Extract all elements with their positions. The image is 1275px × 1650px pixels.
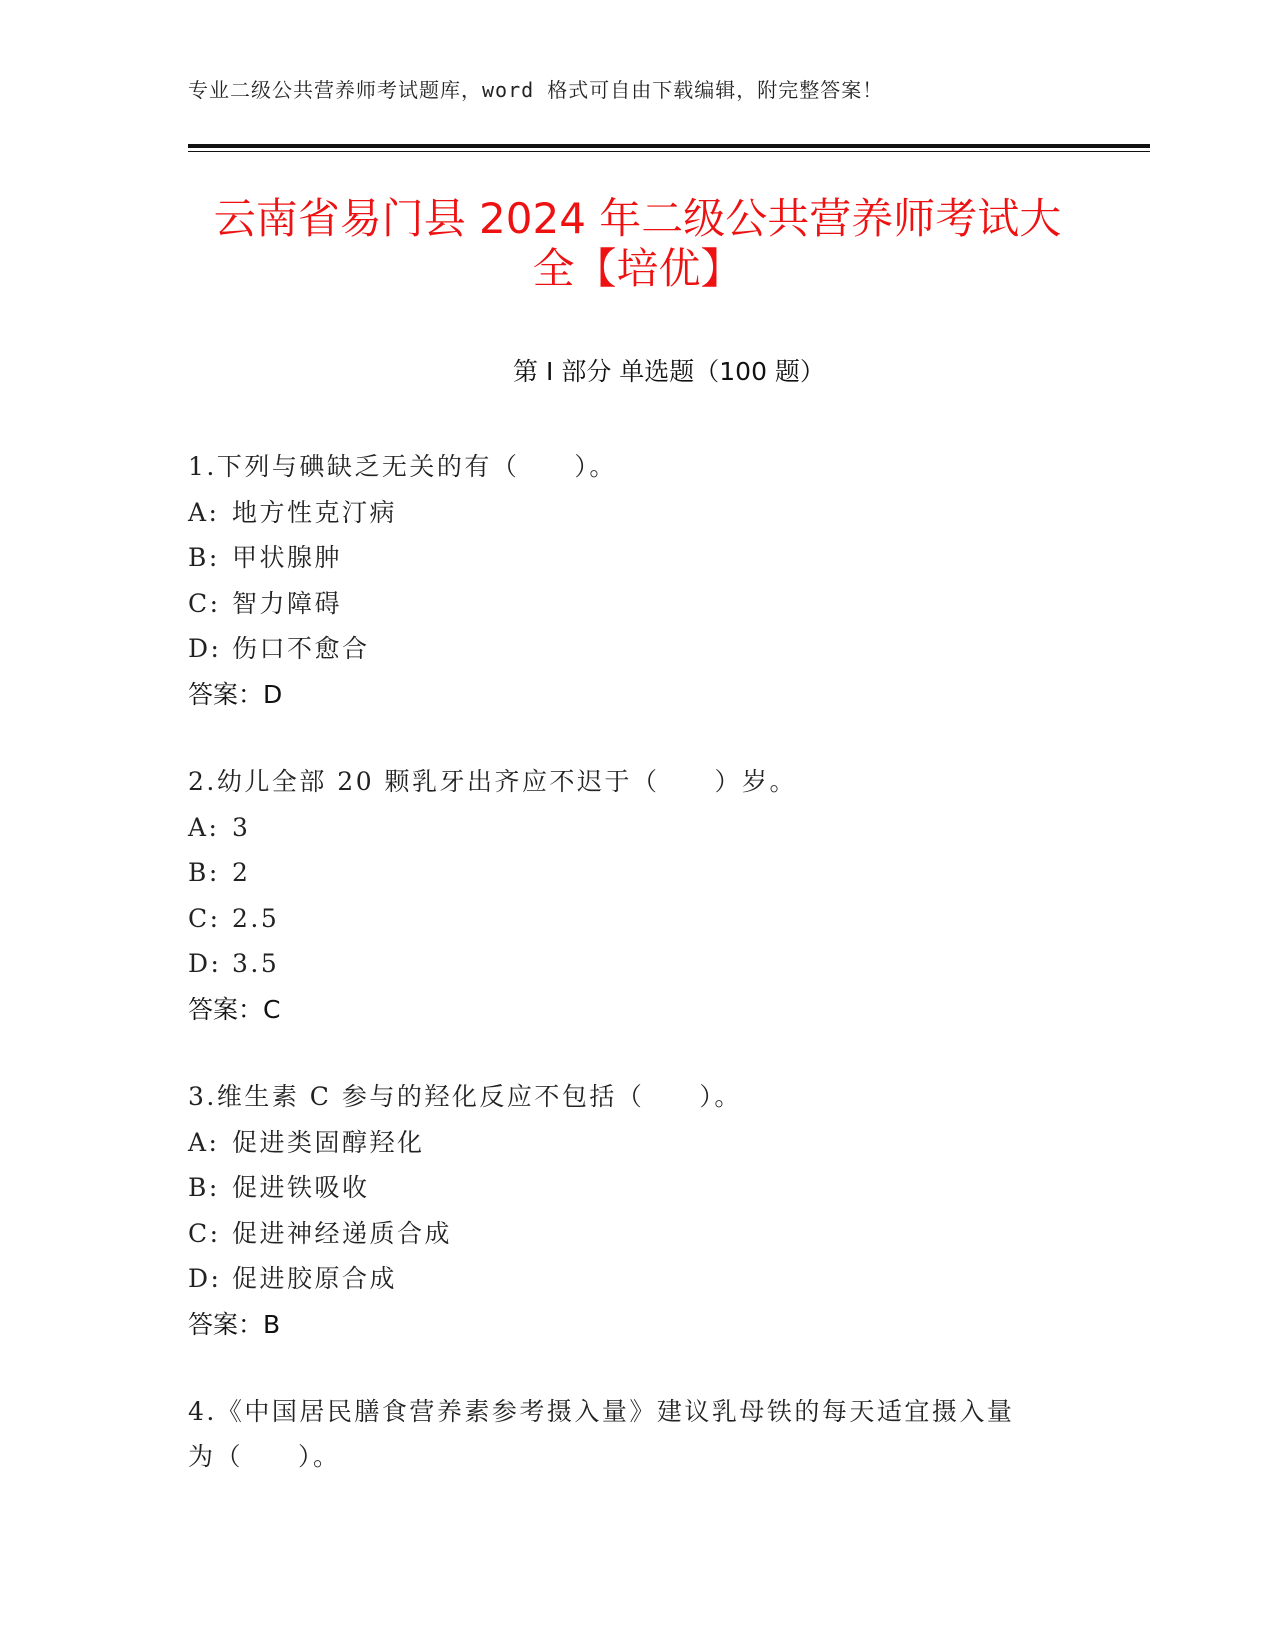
option-text: 促进铁吸收 [232, 1173, 370, 1202]
option-label: D: [188, 1264, 222, 1293]
header-rule-thick [188, 144, 1150, 148]
option-text: 2.5 [232, 903, 280, 933]
option-a [188, 805, 1108, 851]
option-b [188, 850, 1108, 896]
option-a [188, 490, 1108, 536]
option-label: C: [188, 1218, 221, 1248]
option-c [188, 1211, 1108, 1257]
option-text: 2 [232, 858, 251, 887]
option-text: 伤口不愈合 [232, 634, 370, 663]
option-text: 地方性克汀病 [232, 497, 398, 527]
answer-label: 答案： [188, 994, 264, 1024]
option-label: B: [188, 858, 220, 887]
answer-label: 答案： [188, 1309, 264, 1339]
document-title-line-1: 云南省易门县 2024 年二级公共营养师考试大 [213, 194, 1062, 243]
document-title [160, 194, 1115, 294]
option-text: 3.5 [232, 949, 280, 978]
answer-value: C [263, 994, 281, 1024]
answer-line [188, 987, 1108, 1033]
answer-value: B [263, 1309, 281, 1339]
option-label: D: [188, 949, 222, 978]
option-text: 3 [232, 812, 251, 842]
answer-value: D [263, 679, 283, 709]
answer-label: 答案： [188, 679, 264, 709]
option-label: C: [188, 588, 221, 618]
option-d [188, 941, 1108, 987]
option-label: A: [188, 1127, 220, 1157]
question-stem: 3.维生素 C 参与的羟化反应不包括（ ）。 [188, 1082, 742, 1111]
question-stem: 2.幼儿全部 20 颗乳牙出齐应不迟于（ ）岁。 [188, 767, 798, 796]
option-text: 促进神经递质合成 [232, 1218, 453, 1248]
option-label: D: [188, 634, 222, 663]
option-text: 智力障碍 [232, 588, 343, 618]
option-text: 促进类固醇羟化 [232, 1127, 425, 1157]
question-4 [188, 1389, 1108, 1479]
answer-line [188, 1302, 1108, 1348]
question-1 [188, 444, 1108, 717]
option-label: B: [188, 1173, 220, 1202]
option-b [188, 535, 1108, 581]
option-b [188, 1165, 1108, 1211]
header-rule-thin [188, 151, 1150, 152]
question-3 [188, 1074, 1108, 1347]
option-label: C: [188, 903, 221, 933]
option-a [188, 1120, 1108, 1166]
document-title-line-2: 全【培优】 [532, 244, 743, 293]
question-stem: 1.下列与碘缺乏无关的有（ ）。 [188, 452, 617, 481]
question-stem-line-1: 4.《中国居民膳食营养素参考摄入量》建议乳母铁的每天适宜摄入量 [188, 1397, 1015, 1426]
option-d [188, 626, 1108, 672]
option-c [188, 896, 1108, 942]
question-stem-line-2: 为（ ）。 [188, 1442, 341, 1471]
question-2 [188, 759, 1108, 1032]
answer-line [188, 672, 1108, 718]
option-label: A: [188, 497, 220, 527]
section-title: 第 I 部分 单选题（100 题） [513, 357, 825, 386]
option-text: 促进胶原合成 [232, 1264, 398, 1293]
question-list [188, 444, 1108, 1521]
option-text: 甲状腺肿 [232, 543, 343, 572]
option-c [188, 581, 1108, 627]
header-note: 专业二级公共营养师考试题库，word 格式可自由下载编辑，附完整答案！ [188, 78, 884, 102]
option-label: B: [188, 543, 220, 572]
option-d [188, 1256, 1108, 1302]
option-label: A: [188, 812, 220, 842]
